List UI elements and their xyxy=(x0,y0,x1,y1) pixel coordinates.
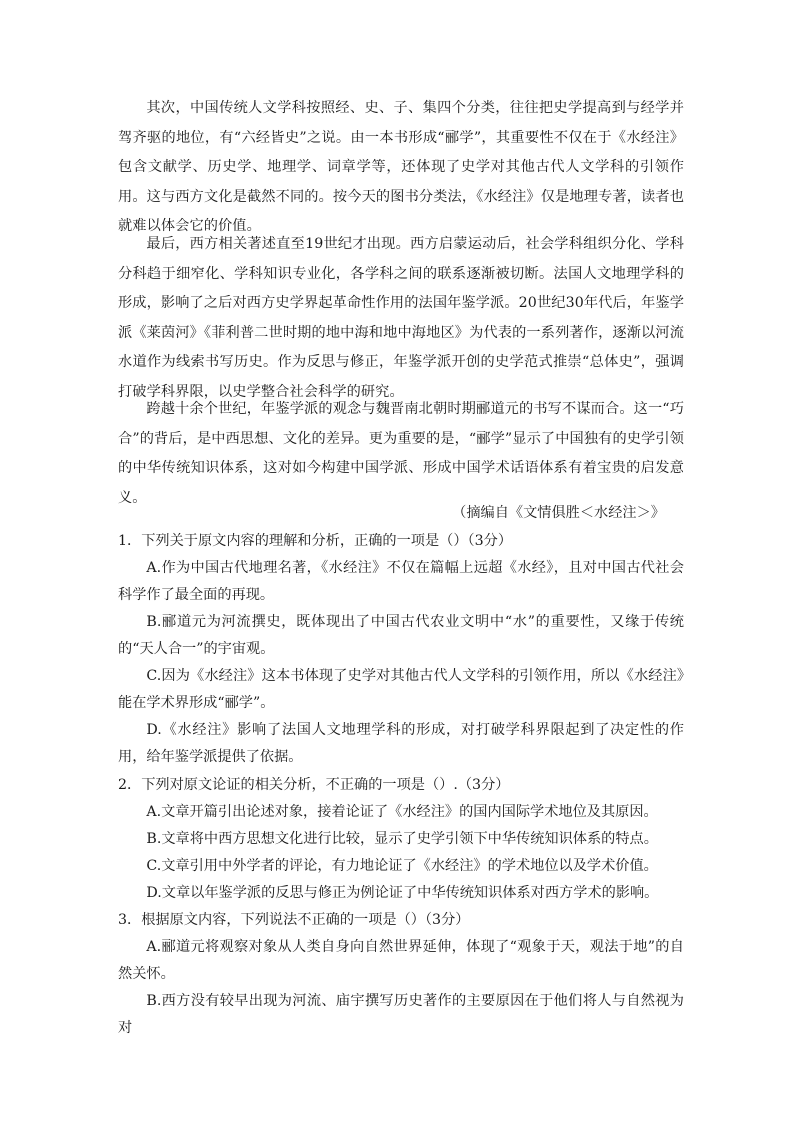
question-2-option-a: A.文章开篇引出论述对象，接着论证了《水经注》的国内国际学术地位及其原因。 xyxy=(146,804,658,820)
question-3-option-b: B.西方没有较早出现为河流、庙宇撰写历史著作的主要原因在于他们将人与自然视为对 xyxy=(118,993,684,1036)
question-1-stem: 1．下列关于原文内容的理解和分析，正确的一项是（）（3分） xyxy=(118,533,513,549)
question-3-option-a: A.郦道元将观察对象从人类自身向自然世界延伸，体现了“观象于天，观法于地”的自然关怀。 xyxy=(118,939,684,982)
question-1-option-a: A.作为中国古代地理名著，《水经注》不仅在篇幅上远超《水经》，且对中国古代社会科学作了最全面的再现。 xyxy=(118,560,684,603)
question-2-option-c: C.文章引用中外学者的评论，有力地论证了《水经注》的学术地位以及学术价值。 xyxy=(146,858,658,874)
question-2-option-d: D.文章以年鉴学派的反思与修正为例论证了中华传统知识体系对西方学术的影响。 xyxy=(146,885,659,901)
question-1-option-b: B.郦道元为河流撰史，既体现出了中国古代农业文明中“水”的重要性，又缘于传统的“天人合一”的宇宙观。 xyxy=(118,614,684,657)
question-2-option-b: B.文章将中西方思想文化进行比较，显示了史学引领下中华传统知识体系的特点。 xyxy=(146,831,658,847)
question-2-stem: 2．下列对原文论证的相关分析，不正确的一项是（）.（3分） xyxy=(118,777,510,793)
article-paragraph-3: 跨越十余个世纪，年鉴学派的观念与魏晋南北朝时期郦道元的书写不谋而合。这一“巧合”的背后，是中西思想、文化的差异。更为重要的是，“郦学”显示了中国独有的史学引领的中华传统知识体系，这对如今构建中国学派、形成中国学术话语体系有着宝贵的启发意义。 xyxy=(118,401,684,506)
question-1-option-d: D.《水经注》影响了法国人文地理学科的形成，对打破学科界限起到了决定性的作用，给年鉴学派提供了依据。 xyxy=(118,722,684,765)
article-paragraph-1: 其次，中国传统人文学科按照经、史、子、集四个分类，往往把史学提高到与经学并驾齐驱的地位，有“六经皆史”之说。由一本书形成“郦学”，其重要性不仅在于《水经注》包含文献学、历史学、地理学、词章学等，还体现了史学对其他古代人文学科的引领作用。这与西方文化是截然不同的。按今天的图书分类法，《水经注》仅是地理专著，读者也就难以体会它的价值。 xyxy=(118,100,684,235)
article-paragraph-2: 最后，西方相关著述直至19世纪才出现。西方启蒙运动后，社会学科组织分化、学科分科趋于细窄化、学科知识专业化，各学科之间的联系逐渐被切断。法国人文地理学科的形成，影响了之后对西方史学界起革命性作用的法国年鉴学派。20世纪30年代后，年鉴学派《莱茵河》《菲利普二世时期的地中海和地中海地区》为代表的一系列著作，逐渐以河流水道作为线索书写历史。作为反思与修正，年鉴学派开创的史学范式推崇“总体史”，强调打破学科界限，以史学整合社会科学的研究。 xyxy=(118,236,684,400)
question-3-stem: 3．根据原文内容，下列说法不正确的一项是（）（3分） xyxy=(118,912,470,928)
article-source: （摘编自《文情俱胜＜水经注＞》 xyxy=(452,505,665,521)
question-1-option-c: C.因为《水经注》这本书体现了史学对其他古代人文学科的引领作用，所以《水经注》能在学术界形成“郦学”。 xyxy=(118,668,684,711)
